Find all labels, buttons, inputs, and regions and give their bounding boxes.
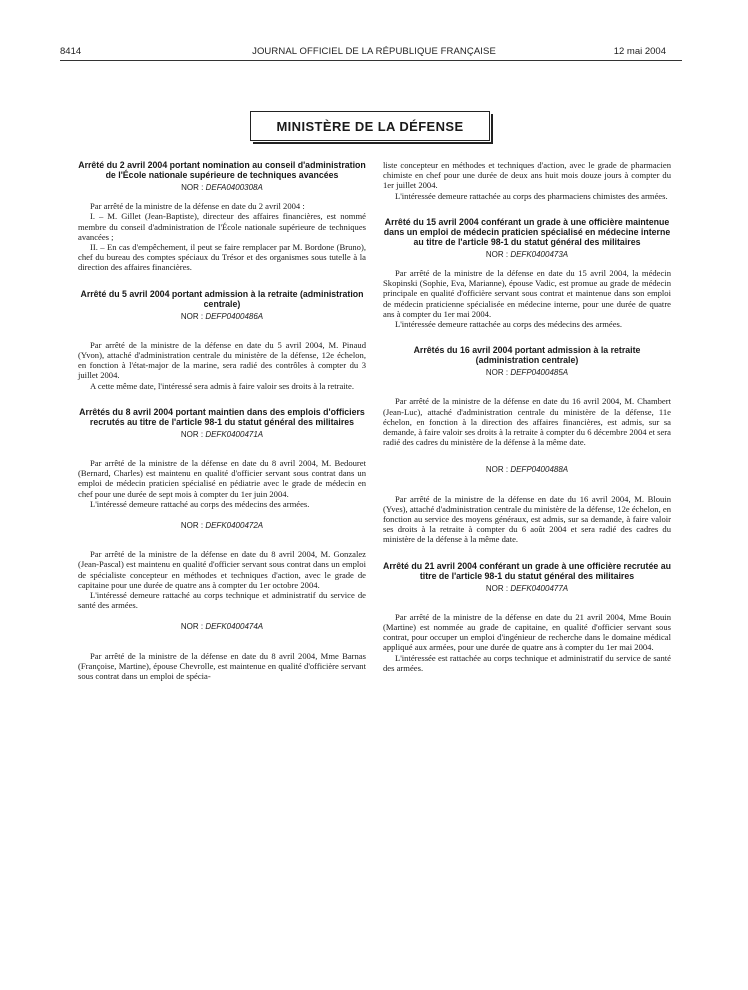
article <box>383 217 671 329</box>
paragraph: Par arrêté de la ministre de la défense en date du 8 avril 2004, M. Bedouret (Bernard, Charles) est maintenu en qualité d'officier servant sous contrat dans un emploi de médecin praticien spécialisé en pédiatrie avec le grade de médecin en chef pour une durée de sept mois à compter du 1er juin 2004. <box>78 458 366 499</box>
paragraph: L'intéressée demeure rattachée au corps des pharmaciens chimistes des armées. <box>395 190 668 201</box>
nor-label: NOR : <box>180 622 204 632</box>
nor-label: NOR : <box>485 583 509 593</box>
paragraph: Par arrêté de la ministre de la défense en date du 2 avril 2004 : <box>90 201 305 212</box>
nor-reference <box>383 584 671 594</box>
header-rule <box>60 60 682 61</box>
nor-label: NOR : <box>485 368 509 378</box>
nor-code: DEFP0400485A <box>510 368 569 378</box>
ministry-heading-box <box>250 111 490 141</box>
nor-code: DEFK0400473A <box>510 249 569 259</box>
article-continuation <box>383 160 671 201</box>
article-title: Arrêté du 5 avril 2004 portant admission à la retraite (administration centrale) <box>80 288 364 309</box>
issue-date: 12 mai 2004 <box>613 46 666 57</box>
article-title: Arrêté du 15 avril 2004 conférant un grade à une officière maintenue dans un emploi de médecin praticien spécialisé en médecine interne au titre de l'article 98-1 du statut général des militaires <box>383 216 671 247</box>
article <box>78 407 366 681</box>
paragraph: I. – M. Gillet (Jean-Baptiste), directeur des affaires financières, est nommé membre du conseil d'administration de l'École nationale supérieure de techniques avancées ; <box>78 211 366 242</box>
article-title: Arrêtés du 8 avril 2004 portant maintien dans des emplois d'officiers recrutés au titre de l'article 98-1 du statut général des militaires <box>79 406 365 427</box>
journal-title: JOURNAL OFFICIEL DE LA RÉPUBLIQUE FRANÇAISE <box>252 46 496 57</box>
paragraph: Par arrêté de la ministre de la défense en date du 15 avril 2004, la médecin Skopinski (Sophie, Eva, Marianne), épouse Vadic, est promue au grade de médecin principale en qualité d'officière servant sous contrat et maintenue dans son emploi de médecin praticienne spécialisée en médecine interne, pour une durée de quatre ans à compter du 1er mai 2004. <box>383 268 671 319</box>
paragraph: liste concepteur en méthodes et techniques d'action, avec le grade de pharmacien chimiste en chef pour une durée de deux ans huit mois douze jours à compter du 1er juillet 2004. <box>383 160 671 191</box>
paragraph: A cette même date, l'intéressé sera admis à faire valoir ses droits à la retraite. <box>90 380 355 391</box>
paragraph: Par arrêté de la ministre de la défense en date du 5 avril 2004, M. Pinaud (Yvon), attaché d'administration centrale du ministère de la défense, 12e échelon, en fonction à l'état-major de la marine, sera radié des contrôles à compter du 3 juillet 2004. <box>78 339 366 381</box>
paragraph: L'intéressé demeure rattaché au corps technique et administratif du service de santé des armées. <box>78 590 366 611</box>
nor-label: NOR : <box>485 465 509 475</box>
nor-reference <box>78 521 366 531</box>
paragraph: II. – En cas d'empêchement, il peut se faire remplacer par M. Bordone (Bruno), chef du bureau des comptes spéciaux du Trésor et des organismes sous tutelle à la direction des affaires financières. <box>78 242 366 273</box>
nor-label: NOR : <box>485 249 509 259</box>
nor-label: NOR : <box>181 183 204 192</box>
paragraph: Par arrêté de la ministre de la défense en date du 21 avril 2004, Mme Bouin (Martine) est nommée au grade de capitaine, en qualité d'officier servant sous contrat, pour occuper un emploi d'ingénieur de recherche dans le domaine médical appliqué aux armées, pour une durée de quatre ans à compter du 1er mai 2004. <box>383 611 671 653</box>
nor-reference <box>383 250 671 260</box>
nor-reference <box>78 183 366 193</box>
nor-label: NOR : <box>180 521 204 531</box>
nor-label: NOR : <box>180 311 204 321</box>
nor-reference <box>383 465 671 475</box>
nor-code: DEFP0400488A <box>510 465 569 475</box>
article-title: Arrêté du 2 avril 2004 portant nomination au conseil d'administration de l'École nationale supérieure de techniques avancées <box>78 160 366 180</box>
nor-reference <box>78 430 366 440</box>
article <box>78 289 366 391</box>
page-number: 8414 <box>60 46 82 57</box>
nor-code: DEFK0400477A <box>510 583 569 593</box>
nor-code: DEFK0400471A <box>205 429 264 439</box>
nor-code: DEFA0400308A <box>205 183 263 192</box>
article <box>383 345 671 544</box>
nor-reference <box>383 368 671 378</box>
left-column <box>78 160 366 681</box>
nor-label: NOR : <box>180 429 204 439</box>
paragraph: Par arrêté de la ministre de la défense en date du 8 avril 2004, Mme Barnas (Françoise, Martine), épouse Chevrolle, est maintenue en qualité d'officière servant sous contrat dans un emploi de spécia- <box>78 650 366 682</box>
paragraph: Par arrêté de la ministre de la défense en date du 16 avril 2004, M. Chambert (Jean-Luc), attaché d'administration centrale du ministère de la défense, 11e échelon, en fonction à la direction des affaires financières, est admis, sur sa demande, à faire valoir ses droits à la retraite à compter du 6 décembre 2004 et sera radié des cadres du ministère de la défense à la même date. <box>383 396 671 448</box>
paragraph: L'intéressée est rattachée au corps technique et administratif du service de santé des armées. <box>383 652 671 673</box>
nor-code: DEFP0400486A <box>205 311 264 321</box>
nor-reference <box>78 622 366 632</box>
paragraph: Par arrêté de la ministre de la défense en date du 8 avril 2004, M. Gonzalez (Jean-Pascal) est maintenu en qualité d'officier servant sous contrat dans un emploi de spécialiste concepteur en méthodes et techniques d'action, avec le grade de capitaine pour une durée de quatre ans à compter du 1er octobre 2004. <box>78 549 366 590</box>
paragraph: Par arrêté de la ministre de la défense en date du 16 avril 2004, M. Blouin (Yves), attaché d'administration centrale du ministère de la défense, 12e échelon, en fonction au service des moyens généraux, est admis, sur sa demande, à faire valoir ses droits à la retraite à compter du 6 août 2004 et sera radié des cadres du ministère de la défense à la même date. <box>383 493 671 545</box>
article <box>78 160 366 273</box>
nor-reference <box>78 312 366 322</box>
article <box>383 561 671 673</box>
paragraph: L'intéressée demeure rattachée au corps des médecins des armées. <box>395 319 623 330</box>
right-column <box>383 160 671 673</box>
paragraph: L'intéressé demeure rattaché au corps des médecins des armées. <box>90 498 310 509</box>
article-title: Arrêté du 21 avril 2004 conférant un grade à une officière recrutée au titre de l'article 98-1 du statut général des militaires <box>383 560 671 581</box>
nor-code: DEFK0400474A <box>205 622 264 632</box>
article-title: Arrêtés du 16 avril 2004 portant admission à la retraite (administration centrale) <box>413 345 641 366</box>
nor-code: DEFK0400472A <box>205 521 264 531</box>
ministry-title: MINISTÈRE DE LA DÉFENSE <box>276 118 464 134</box>
